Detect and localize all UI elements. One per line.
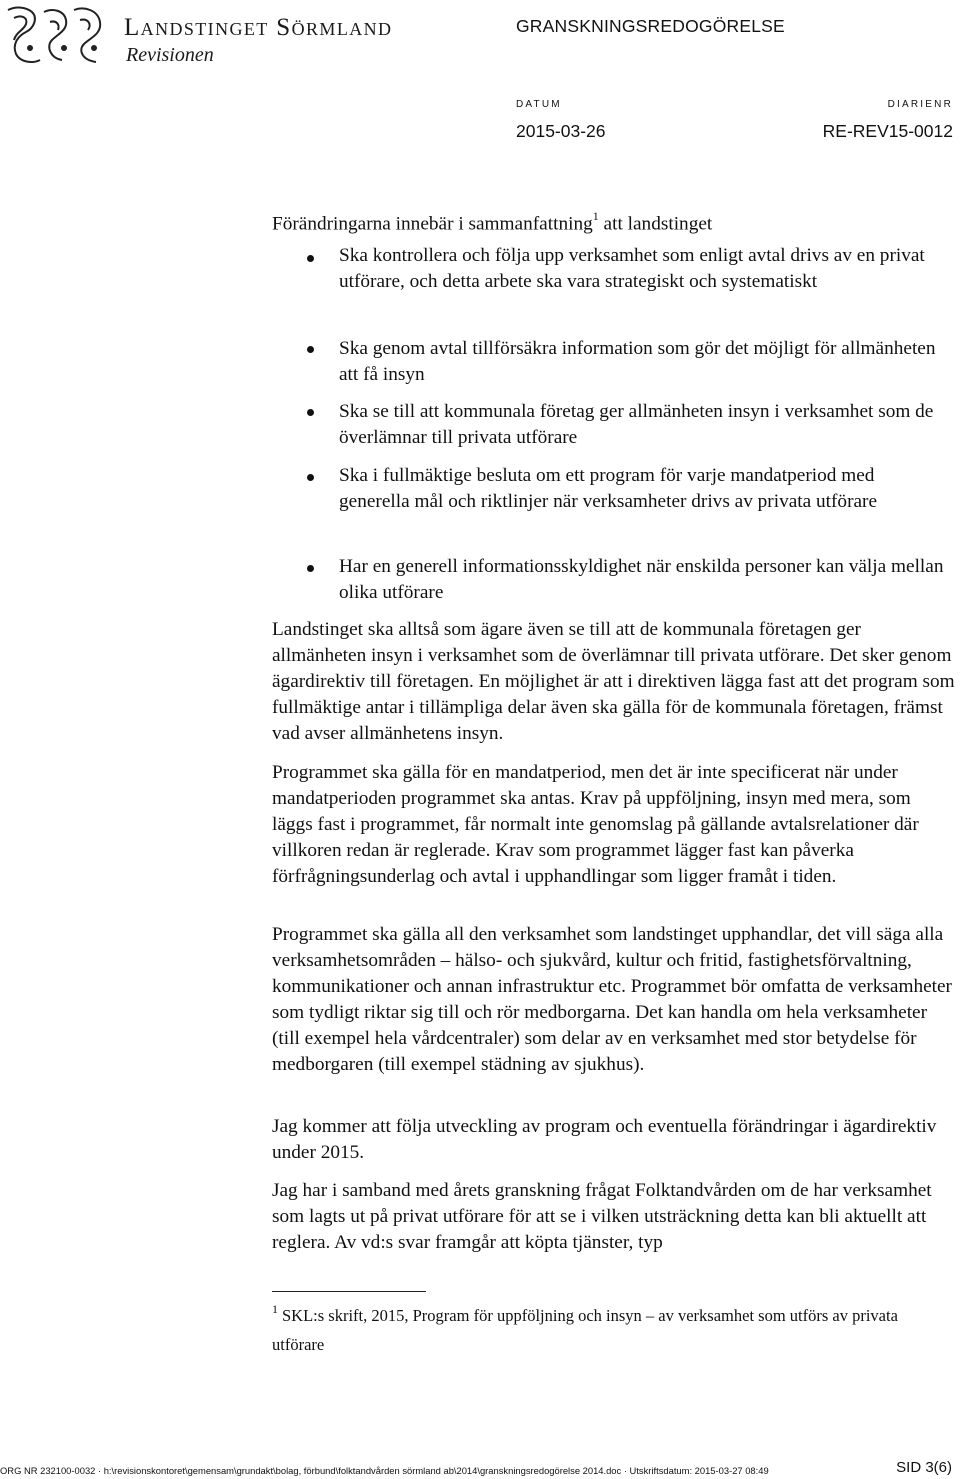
landstinget-logo [4, 4, 108, 66]
date-label: DATUM [516, 99, 562, 110]
bullet-icon [307, 409, 314, 416]
paragraph: Jag har i samband med årets granskning frågat Folktandvården om de har verksamhet som lagts ut på privat utförare för att se i vilken utsträckning detta kan bli aktuellt att reglera. Av vd:s svar framgår att köpta tjänster, typ [272, 1180, 932, 1253]
page-number: SID 3(6) [896, 1459, 952, 1476]
intro-line [272, 205, 952, 237]
list-item: Ska se till att kommunala företag ger allmänheten insyn i verksamhet som de överlämnar till privata utförare [339, 401, 934, 448]
list-item: Ska genom avtal tillförsäkra information som gör det möjligt för allmänheten att få insyn [339, 338, 936, 385]
bullet-icon [307, 255, 314, 262]
paragraph: Jag kommer att följa utveckling av program och eventuella förändringar i ägardirektiv under 2015. [272, 1116, 937, 1163]
document-type: GRANSKNINGSREDOGÖRELSE [516, 16, 785, 36]
diarienr-label: DIARIENR [887, 99, 953, 110]
intro-text-end: att landstinget [598, 213, 713, 235]
bullet-icon [307, 565, 314, 572]
footnote-ref: 1 [592, 209, 599, 223]
footer-info: ORG NR 232100-0032 · h:\revisionskontoret\gemensam\grundakt\bolag, förbund\folktandvården sörmland ab\2014\granskningsredogörelse 2014.doc · Utskriftsdatum: 2015-03-27 08:49 [0, 1465, 769, 1476]
bullet-icon [307, 474, 314, 481]
footnote-divider [272, 1291, 426, 1292]
bullet-icon [307, 346, 314, 353]
footnote-number: 1 [272, 1302, 278, 1316]
paragraph: Programmet ska gälla all den verksamhet som landstinget upphandlar, det vill säga alla verksamhetsområden – hälso- och sjukvård, kultur och fritid, fastighetsförvaltning, kommunikationer och annan infrastruktur etc. Programmet bör omfatta de verksamheter som tydligt riktar sig till och rör medborgarna. Det kan handla om hela verksamheter (till exempel hela vårdcentraler) som delar av en verksamhet med stor betydelse för medborgaren (till exempel städning av sjukhus). [272, 924, 952, 1075]
org-name: Landstinget Sörmland [124, 14, 393, 41]
footnote-text: SKL:s skrift, 2015, Program för uppföljning och insyn – av verksamhet som utförs av privata utförare [272, 1306, 898, 1354]
list-item: Ska kontrollera och följa upp verksamhet som enligt avtal drivs av en privat utförare, och detta arbete ska vara strategiskt och systematiskt [339, 245, 925, 292]
diarienr-value: RE-REV15-0012 [822, 121, 953, 141]
footnote [272, 1302, 932, 1359]
list-item: Har en generell informationsskyldighet när enskilda personer kan välja mellan olika utförare [339, 556, 944, 603]
list-item: Ska i fullmäktige besluta om ett program för varje mandatperiod med generella mål och riktlinjer när verksamheter drivs av privata utförare [339, 465, 878, 512]
org-subtitle: Revisionen [126, 44, 214, 66]
date-value: 2015-03-26 [516, 121, 606, 141]
paragraph: Landstinget ska alltså som ägare även se till att de kommunala företagen ger allmänheten insyn i verksamhet som de överlämnar till privata utförare. Det sker genom ägardirektiv till företagen. En möjlighet är att i direktiven lägga fast att det program som fullmäktige antar i tillämpliga delar även ska gälla för de kommunala företagen, främst vad avser allmänhetens insyn. [272, 619, 955, 744]
intro-text: Förändringarna innebär i sammanfattning [272, 213, 593, 235]
paragraph: Programmet ska gälla för en mandatperiod, men det är inte specificerat när under mandatperioden programmet ska antas. Krav på uppföljning, insyn med mera, som läggs fast i programmet, får normalt inte genomslag på gällande avtalsrelationer där villkoren redan är reglerade. Krav som programmet lägger fast kan påverka förfrågningsunderlag och avtal i upphandlingar som ligger framåt i tiden. [272, 762, 919, 887]
